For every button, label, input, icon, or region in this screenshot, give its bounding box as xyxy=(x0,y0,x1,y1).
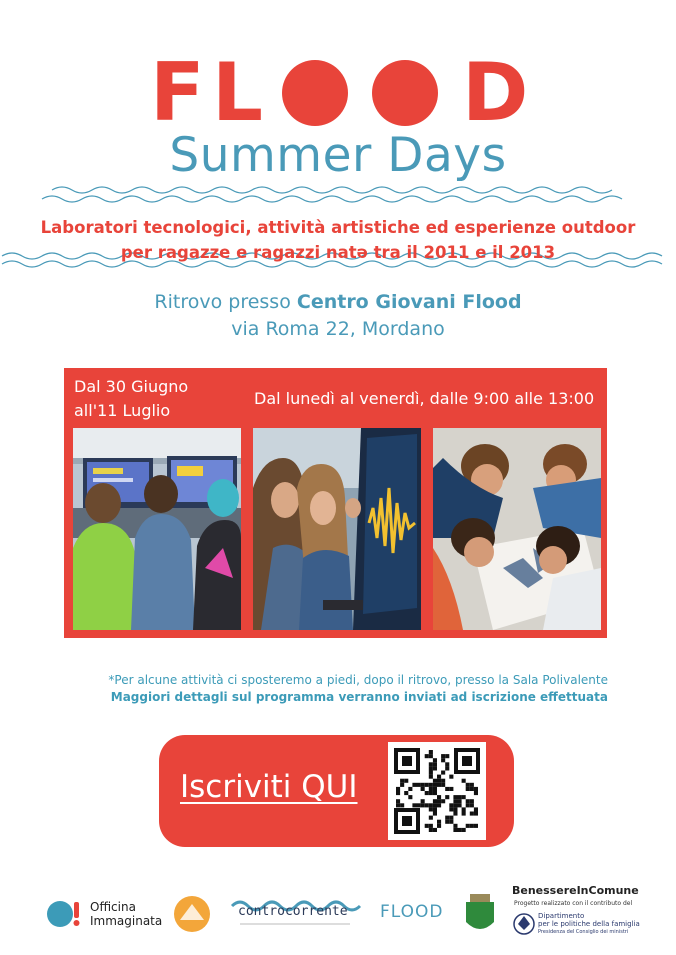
title-letter-d: D xyxy=(462,46,529,139)
dipartimento-line-1: Dipartimento xyxy=(538,912,585,920)
schedule-days: Dal lunedì al venerdì, dalle 9:00 alle 13:00 xyxy=(254,389,595,408)
officina-line-2: Immaginata xyxy=(90,914,163,928)
benessere-logo-text: BenessereInComune xyxy=(512,884,639,897)
tagline-line-1: Laboratori tecnologici, attività artistiche ed esperienze outdoor xyxy=(40,218,636,237)
dipartimento-logo-text xyxy=(538,912,640,936)
controcorrente-logo-text: controcorrente xyxy=(238,904,348,919)
officina-line-1: Officina xyxy=(90,900,136,914)
meeting-address: via Roma 22, Mordano xyxy=(231,318,445,340)
officina-logo-icon xyxy=(47,901,73,927)
schedule-dates xyxy=(74,375,244,423)
municipality-crest-icon xyxy=(466,902,494,929)
title-letter-l: L xyxy=(212,46,263,139)
dates-line-1: Dal 30 Giugno xyxy=(74,377,189,396)
title-letter-o-circle xyxy=(282,60,348,126)
tagline-line-2: per ragazze e ragazzi natə tra il 2011 e il 2013 xyxy=(120,243,556,262)
meeting-prefix: Ritrovo presso xyxy=(154,291,297,313)
dipartimento-line-2: per le politiche della famiglia xyxy=(538,920,640,928)
dipartimento-line-3: Presidenza del Consiglio dei ministri xyxy=(538,929,629,935)
signup-link[interactable]: Iscriviti QUI xyxy=(180,769,358,805)
benessere-subtitle: Progetto realizzato con il contributo del xyxy=(514,900,633,907)
qr-code[interactable] xyxy=(388,742,486,840)
title-letter-o-circle xyxy=(372,60,438,126)
meeting-point xyxy=(0,291,676,313)
dates-line-2: all'11 Luglio xyxy=(74,401,171,420)
flood-small-logo: FLOOD xyxy=(380,902,444,922)
note-activity-location: *Per alcune attività ci sposteremo a piedi, dopo il ritrovo, presso la Sala Polivalente xyxy=(108,673,608,687)
subtitle: Summer Days xyxy=(169,128,507,183)
meeting-venue: Centro Giovani Flood xyxy=(296,291,522,313)
flood-title xyxy=(150,46,530,139)
title-letter-f: F xyxy=(150,46,205,139)
photo-sound-waveform xyxy=(253,428,421,630)
officina-logo-text xyxy=(90,900,162,928)
photo-computer-lab xyxy=(73,428,241,630)
photo-drawing-activity xyxy=(433,428,601,630)
note-program-details: Maggiori dettagli sul programma verranno inviati ad iscrizione effettuata xyxy=(110,690,608,704)
